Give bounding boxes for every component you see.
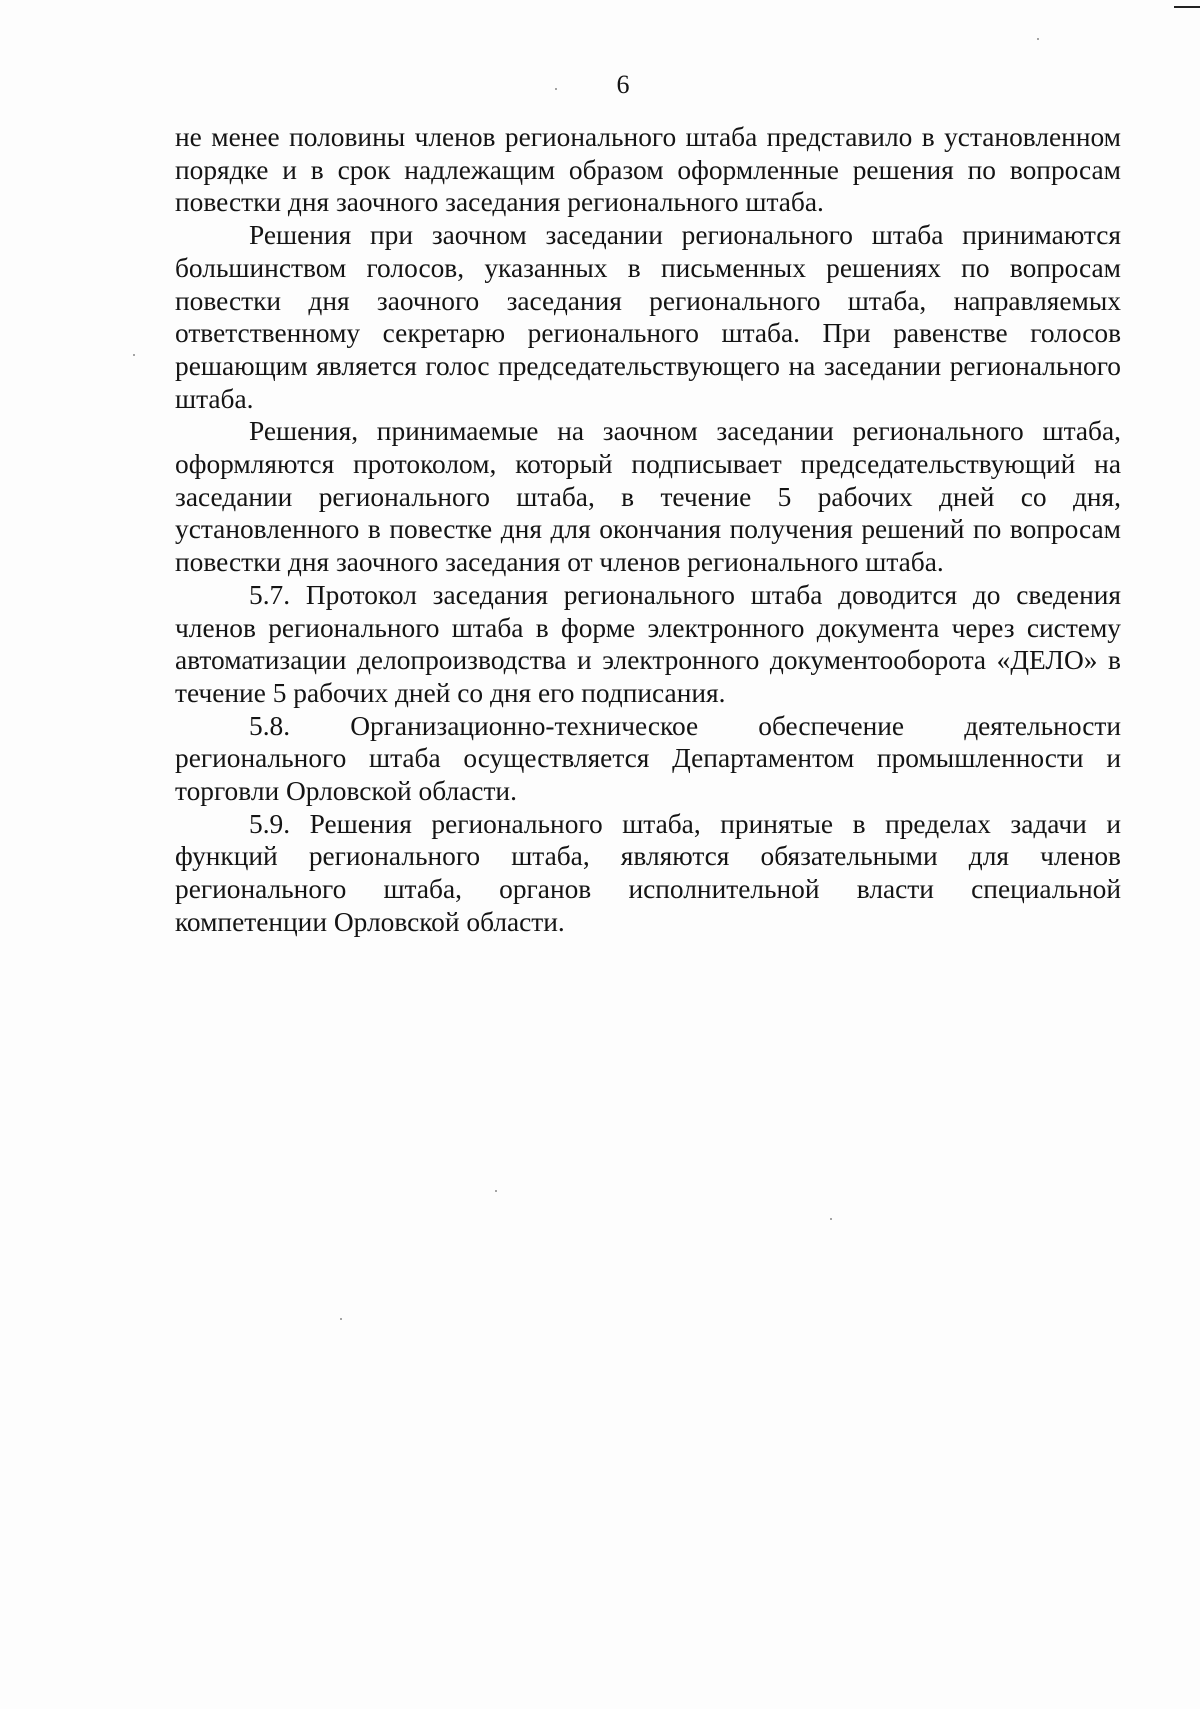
paragraph-decisions-majority: Решения при заочном заседании регионального штаба принимаются большинством голосов, указанных в письменных решениях по вопросам повестки дня заочного заседания регионального штаба, направляемых ответственному секретарю регионального штаба. При равенстве голосов решающим является голос председательствующего на заседании регионального штаба. [175,220,1121,414]
scan-speck [495,1190,497,1192]
paragraph-continuation: не менее половины членов регионального штаба представило в установленном порядке и в срок надлежащим образом оформленные решения по вопросам повестки дня заочного заседания регионального штаба. [175,122,1121,218]
page-number: 6 [616,70,630,99]
paragraph-5-7: 5.7. Протокол заседания регионального штаба доводится до сведения членов регионального штаба в форме электронного документа через систему автоматизации делопроизводства и электронного документооборота «ДЕЛО» в течение 5 рабочих дней со дня его подписания. [175,579,1121,708]
scan-speck [830,1218,832,1220]
scan-edge-mark [1174,6,1200,8]
paragraph-decisions-protocol: Решения, принимаемые на заочном заседании регионального штаба, оформляются протоколом, который подписывает председательствующий на заседании регионального штаба, в течение 5 рабочих дней со дня, установленного в повестке дня для окончания получения решений по вопросам повестки дня заочного заседания от членов регионального штаба. [175,416,1121,578]
document-body [175,121,1121,939]
paragraph-5-8: 5.8. Организационно-техническое обеспечение деятельности регионального штаба осуществляется Департаментом промышленности и торговли Орловской области. [175,710,1121,807]
paragraph-5-9: 5.9. Решения регионального штаба, принятые в пределах задачи и функций регионального штаба, являются обязательными для членов регионального штаба, органов исполнительной власти специальной компетенции Орловской области. [175,808,1121,937]
scan-speck [133,354,135,356]
scan-speck [340,1318,342,1320]
scan-speck [1037,38,1039,40]
